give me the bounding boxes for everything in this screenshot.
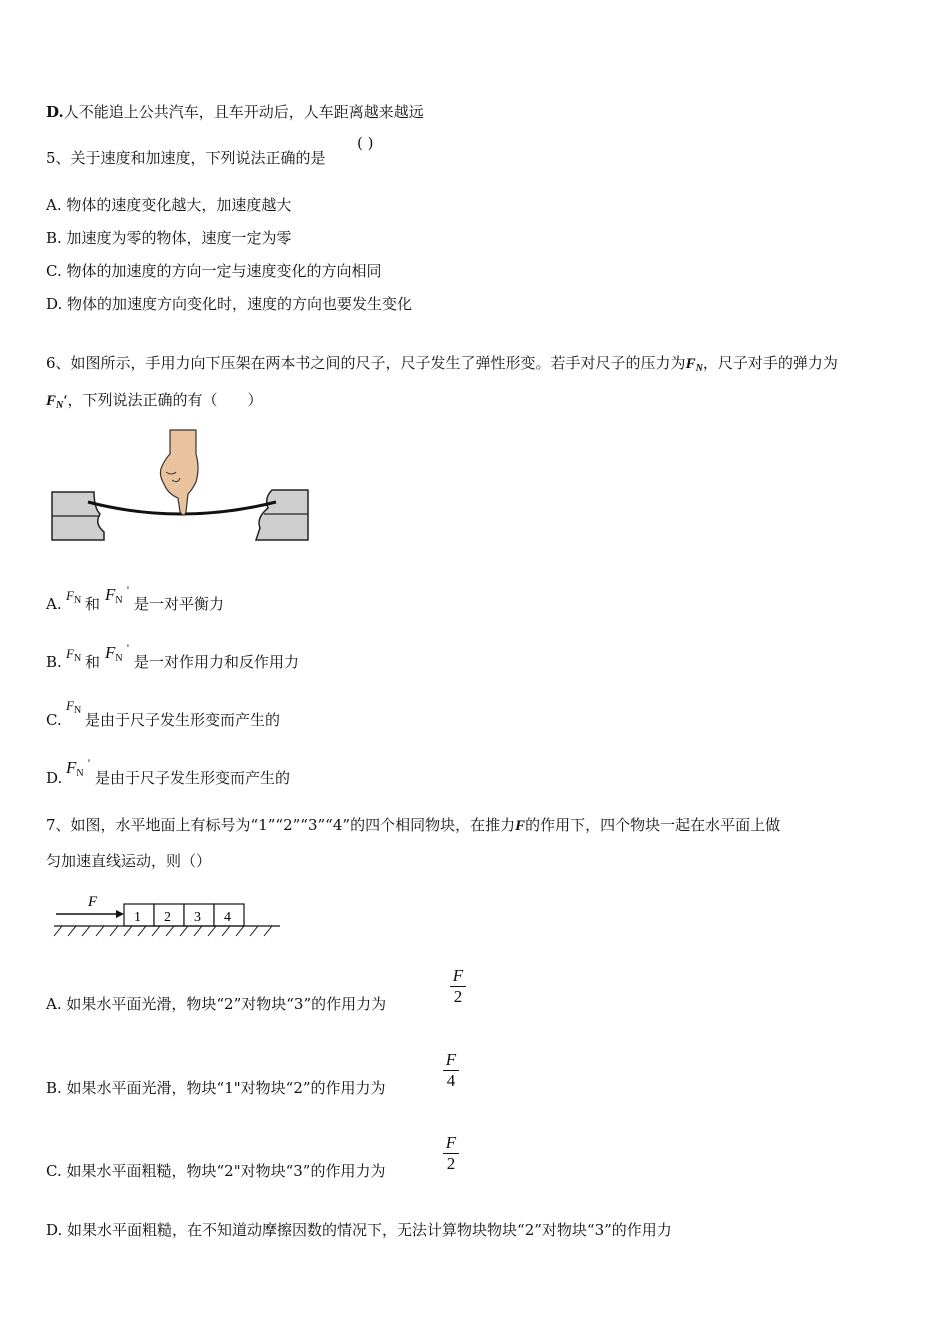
force-fn-prime: $F_N$ '	[66, 756, 91, 779]
q7-option-c: C. 如果水平面粗糙，物块“2"对物块“3”的作用力为	[46, 1162, 386, 1180]
force-fn-prime: $F_N$ '	[105, 641, 130, 664]
fraction-f-over-4: F 4	[441, 1050, 461, 1091]
question-text: 7、如图，水平地面上有标号为“1”“2”“3”“4”的四个相同物块，在推力	[46, 816, 516, 834]
block-4-label: 4	[224, 910, 231, 925]
option-text: 是由于尺子发生形变而产生的	[85, 711, 281, 729]
q5-option-b: B. 加速度为零的物体，速度一定为零	[46, 229, 292, 247]
force-fn: $F_N$	[66, 646, 82, 664]
question-text: 5、关于速度和加速度，下列说法正确的是	[46, 149, 326, 167]
q6-stem-line1	[46, 353, 838, 379]
force-fn: $F_N$	[685, 356, 703, 374]
option-text: 人不能追上公共汽车，且车开动后，人车距离越来越远	[63, 103, 424, 121]
question-text: 6、如图所示，手用力向下压架在两本书之间的尺子，尺子发生了弹性形变。若手对尺子的压力为	[46, 354, 686, 372]
connector: 和	[85, 595, 101, 613]
block-3-label: 3	[194, 910, 201, 925]
q5-stem	[46, 148, 326, 168]
block-2-label: 2	[164, 910, 171, 925]
q7-blocks-figure	[50, 890, 286, 940]
force-fn-prime: $F_N'$	[46, 393, 68, 411]
q4-option-d	[46, 102, 424, 122]
force-f: F	[515, 818, 526, 834]
fraction-f-over-2: F 2	[448, 966, 468, 1007]
q6-ruler-figure	[50, 428, 312, 544]
q6-option-a: A.	[46, 595, 62, 613]
q7-stem-line2: 匀加速直线运动，则（）	[46, 852, 212, 870]
block-1-label: 1	[134, 910, 141, 925]
question-text-cont: ，下列说法正确的有（ ）	[67, 391, 263, 409]
option-text: 是由于尺子发生形变而产生的	[95, 769, 291, 787]
q7-stem-line1	[46, 815, 780, 836]
force-label: F	[88, 894, 98, 910]
q7-option-b: B. 如果水平面光滑，物块“1"对物块“2”的作用力为	[46, 1079, 386, 1097]
q6-stem-line2	[46, 390, 262, 416]
q5-answer-bracket: ( )	[357, 134, 374, 152]
force-fn-prime: $F_N$ '	[105, 583, 130, 606]
force-fn: $F_N$	[66, 698, 82, 716]
q5-option-c: C. 物体的加速度的方向一定与速度变化的方向相同	[46, 262, 382, 280]
connector: 和	[85, 653, 101, 671]
option-label: D.	[46, 103, 64, 121]
force-fn: $F_N$	[66, 588, 82, 606]
question-text-cont: ，尺子对手的弹力为	[702, 354, 838, 372]
q6-option-b: B.	[46, 653, 62, 671]
q7-option-a: A. 如果水平面光滑，物块“2”对物块“3”的作用力为	[46, 995, 387, 1013]
q7-option-d: D. 如果水平面粗糙，在不知道动摩擦因数的情况下，无法计算物块物块“2”对物块“3”的作用力	[46, 1221, 672, 1239]
fraction-f-over-2: F 2	[441, 1133, 461, 1174]
q5-option-d: D. 物体的加速度方向变化时，速度的方向也要发生变化	[46, 295, 413, 313]
q6-option-d: D.	[46, 769, 63, 787]
question-text-cont: 的作用下，四个物块一起在水平面上做	[525, 816, 781, 834]
option-text: 是一对作用力和反作用力	[134, 653, 300, 671]
q5-option-a: A. 物体的速度变化越大，加速度越大	[46, 196, 292, 214]
option-text: 是一对平衡力	[134, 595, 225, 613]
q6-option-c: C.	[46, 711, 62, 729]
